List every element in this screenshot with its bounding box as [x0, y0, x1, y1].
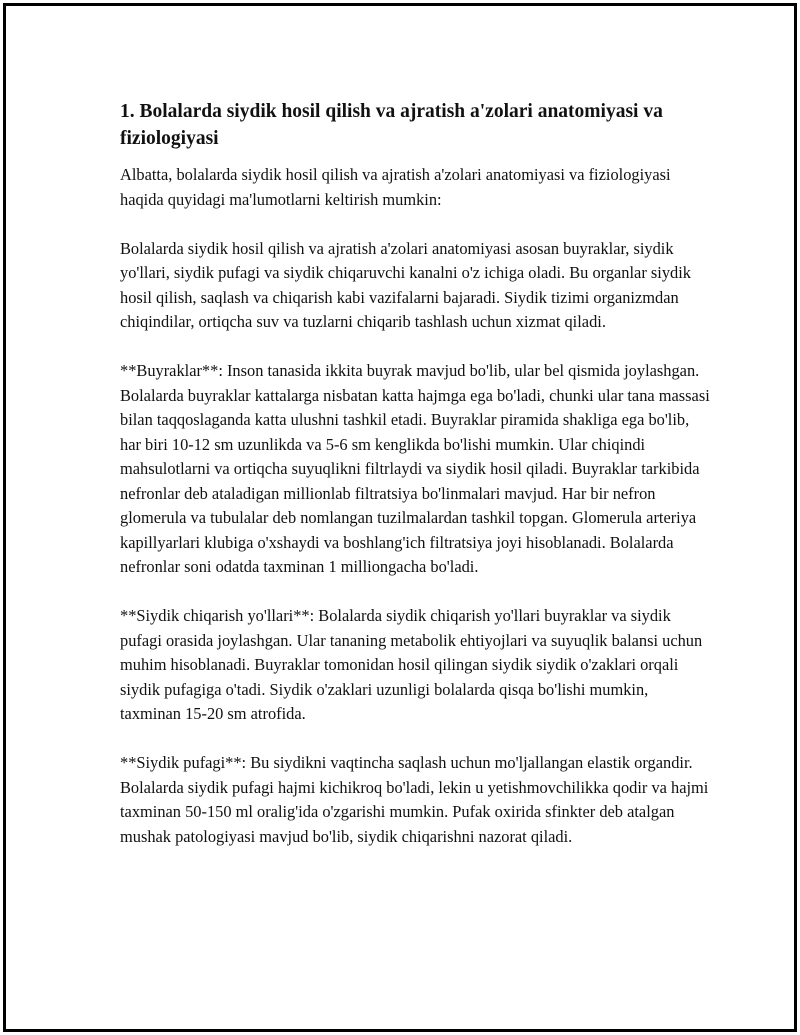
page-frame: [3, 3, 797, 1032]
section-heading: 1. Bolalarda siydik hosil qilish va ajratish a'zolari anatomiyasi va fiziologiyasi: [120, 101, 663, 149]
document-body: [120, 98, 710, 874]
paragraph-siydik-pufagi: **Siydik pufagi**: Bu siydikni vaqtincha saqlash uchun mo'ljallangan elastik organdir. Bolalarda siydik pufagi hajmi kichikroq bo'ladi, lekin u yetishmovchilikka qodir va hajmi taxminan 50-150 ml oralig'ida o'zgarishi mumkin. Pufak oxirida sfinkter deb atalgan mushak patologiyasi mavjud bo'lib, siydik chiqarishni nazorat qiladi.: [120, 753, 709, 846]
paragraph-buyraklar: **Buyraklar**: Inson tanasida ikkita buyrak mavjud bo'lib, ular bel qismida joylashgan. Bolalarda buyraklar kattalarga nisbatan katta hajmga ega bo'ladi, chunki ular tana massasi bilan taqqoslaganda katta ulushni tashkil etadi. Buyraklar piramida shakliga ega bo'lib, har biri 10-12 sm uzunlikda va 5-6 sm kenglikda bo'lishi mumkin. Ular chiqindi mahsulotlarni va ortiqcha suyuqlikni filtrlaydi va siydik hosil qiladi. Buyraklar tarkibida nefronlar deb ataladigan millionlab filtratsiya bo'linmalari mavjud. Har bir nefron glomerula va tubulalar deb nomlangan tuzilmalardan tashkil topgan. Glomerula arteriya kapillyarlari klubiga o'xshaydi va boshlang'ich filtratsiya joyi hisoblanadi. Bolalarda nefronlar soni odatda taxminan 1 milliongacha bo'ladi.: [120, 361, 710, 576]
paragraph-siydik-chiqarish-yollari: **Siydik chiqarish yo'llari**: Bolalarda siydik chiqarish yo'llari buyraklar va siydik pufagi orasida joylashgan. Ular tananing metabolik ehtiyojlari va suyuqlik balansi uchun muhim hisoblanadi. Buyraklar tomonidan hosil qilingan siydik siydik o'zaklari orqali siydik pufagiga o'tadi. Siydik o'zaklari uzunligi bolalarda qisqa bo'lishi mumkin, taxminan 15-20 sm atrofida.: [120, 606, 703, 723]
paragraph-overview: Bolalarda siydik hosil qilish va ajratish a'zolari anatomiyasi asosan buyraklar, siydik yo'llari, siydik pufagi va siydik chiqaruvchi kanalni o'z ichiga oladi. Bu organlar siydik hosil qilish, saqlash va chiqarish kabi vazifalarni bajaradi. Siydik tizimi organizmdan chiqindilar, ortiqcha suv va tuzlarni chiqarib tashlash uchun xizmat qiladi.: [120, 238, 691, 331]
paragraph-intro: Albatta, bolalarda siydik hosil qilish va ajratish a'zolari anatomiyasi va fiziologiyasi haqida quyidagi ma'lumotlarni keltirish mumkin:: [120, 165, 671, 209]
